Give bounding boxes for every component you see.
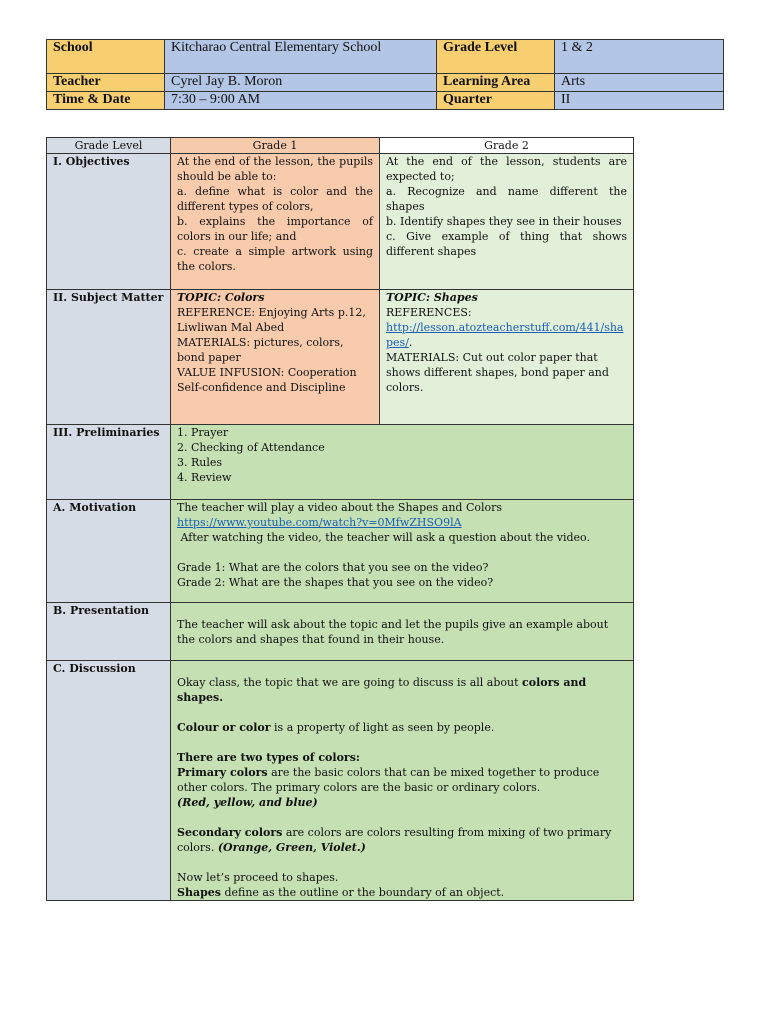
discussion-content bbox=[171, 661, 634, 901]
objective-g1-intro: At the end of the lesson, the pupils should be able to: bbox=[177, 155, 373, 183]
references-label-g2: REFERENCES: bbox=[386, 306, 472, 319]
reference-link-period: . bbox=[408, 336, 413, 349]
time-date-value: 7:30 – 9:00 AM bbox=[165, 92, 437, 110]
reference-g1: REFERENCE: Enjoying Arts p.12, Liwliwan Mal Abed bbox=[177, 306, 366, 334]
primary-colors-text: Primary colors are the basic colors that can be mixed together to produce other colors. The primary colors are the basic or ordinary colors. bbox=[177, 766, 600, 794]
preliminaries-row bbox=[47, 425, 634, 500]
col-grade-2: Grade 2 bbox=[380, 138, 634, 154]
discussion-label: C. Discussion bbox=[47, 661, 171, 901]
discussion-intro: Okay class, the topic that we are going to discuss is all about colors and shapes. bbox=[177, 676, 587, 704]
plan-header-row bbox=[47, 138, 634, 154]
prelim-item: 3. Rules bbox=[177, 456, 223, 469]
grade-level-value: 1 & 2 bbox=[555, 40, 724, 74]
objectives-row bbox=[47, 154, 634, 290]
prelim-item: 2. Checking of Attendance bbox=[177, 441, 325, 454]
reference-link[interactable]: http://lesson.atozteacherstuff.com/441/shapes/ bbox=[386, 321, 624, 349]
video-link[interactable]: https://www.youtube.com/watch?v=0MfwZHSO9lA bbox=[177, 516, 462, 529]
learning-area-label: Learning Area bbox=[437, 74, 555, 92]
prelim-item: 1. Prayer bbox=[177, 426, 229, 439]
objectives-grade1 bbox=[171, 154, 380, 290]
reference-link-line bbox=[386, 320, 627, 350]
primary-colors-list: (Red, yellow, and blue) bbox=[177, 796, 318, 809]
subject-matter-label: II. Subject Matter bbox=[47, 290, 171, 425]
preliminaries-label: III. Preliminaries bbox=[47, 425, 171, 500]
value-infusion-g1: VALUE INFUSION: Cooperation Self-confidence and Discipline bbox=[177, 366, 357, 394]
quarter-label: Quarter bbox=[437, 92, 555, 110]
objective-g1-c: c. create a simple artwork using the colors. bbox=[177, 245, 373, 273]
prelim-item: 4. Review bbox=[177, 471, 232, 484]
presentation-label: B. Presentation bbox=[47, 603, 171, 661]
objective-g1-b: b. explains the importance of colors in our life; and bbox=[177, 215, 373, 243]
header-row-teacher bbox=[47, 74, 724, 92]
materials-g1: MATERIALS: pictures, colors, bond paper bbox=[177, 336, 344, 364]
discussion-row bbox=[47, 661, 634, 901]
secondary-colors-text: Secondary colors are colors are colors resulting from mixing of two primary colors. (Orange, Green, Violet.) bbox=[177, 826, 612, 854]
objective-g2-a: a. Recognize and name different the shapes bbox=[386, 185, 627, 213]
objective-g2-intro: At the end of the lesson, students are expected to; bbox=[386, 155, 627, 183]
objectives-grade2 bbox=[380, 154, 634, 290]
header-table bbox=[46, 39, 724, 110]
subject-grade2 bbox=[380, 290, 634, 425]
school-label: School bbox=[47, 40, 165, 74]
teacher-label: Teacher bbox=[47, 74, 165, 92]
shapes-transition: Now let’s proceed to shapes. bbox=[177, 871, 339, 884]
objectives-label: I. Objectives bbox=[47, 154, 171, 290]
topic-shapes: TOPIC: Shapes bbox=[386, 291, 478, 304]
learning-area-value: Arts bbox=[555, 74, 724, 92]
motivation-line2: After watching the video, the teacher will ask a question about the video. bbox=[177, 531, 590, 544]
types-of-colors-heading: There are two types of colors: bbox=[177, 751, 360, 764]
col-grade-1: Grade 1 bbox=[171, 138, 380, 154]
presentation-content bbox=[171, 603, 634, 661]
topic-colors: TOPIC: Colors bbox=[177, 291, 265, 304]
materials-g2: MATERIALS: Cut out color paper that shows different shapes, bond paper and colors. bbox=[386, 351, 609, 394]
motivation-question-g2: Grade 2: What are the shapes that you see on the video? bbox=[177, 576, 494, 589]
objective-g1-a: a. define what is color and the different types of colors, bbox=[177, 185, 373, 213]
motivation-row bbox=[47, 500, 634, 603]
presentation-text: The teacher will ask about the topic and let the pupils give an example about the colors and shapes that found in their house. bbox=[177, 618, 609, 646]
objective-g2-c: c. Give example of thing that shows different shapes bbox=[386, 230, 627, 258]
motivation-question-g1: Grade 1: What are the colors that you see on the video? bbox=[177, 561, 489, 574]
header-row-school bbox=[47, 40, 724, 74]
quarter-value: II bbox=[555, 92, 724, 110]
teacher-value: Cyrel Jay B. Moron bbox=[165, 74, 437, 92]
time-date-label: Time & Date bbox=[47, 92, 165, 110]
objective-g2-b: b. Identify shapes they see in their houses bbox=[386, 215, 622, 228]
motivation-label: A. Motivation bbox=[47, 500, 171, 603]
presentation-row bbox=[47, 603, 634, 661]
motivation-content bbox=[171, 500, 634, 603]
header-row-time bbox=[47, 92, 724, 110]
shapes-definition: Shapes define as the outline or the boundary of an object. bbox=[177, 886, 505, 899]
discussion-color-definition: Colour or color is a property of light as seen by people. bbox=[177, 721, 495, 734]
preliminaries-content bbox=[171, 425, 634, 500]
school-value: Kitcharao Central Elementary School bbox=[165, 40, 437, 74]
subject-grade1 bbox=[171, 290, 380, 425]
motivation-line1: The teacher will play a video about the Shapes and Colors bbox=[177, 501, 503, 514]
grade-level-label: Grade Level bbox=[437, 40, 555, 74]
lesson-plan-table bbox=[46, 137, 634, 901]
col-grade-level: Grade Level bbox=[47, 138, 171, 154]
subject-matter-row bbox=[47, 290, 634, 425]
